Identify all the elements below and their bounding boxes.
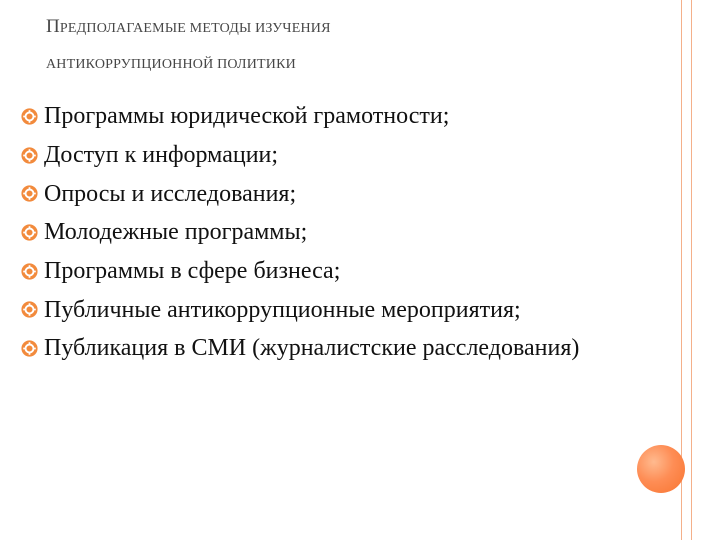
bullet-list — [20, 97, 680, 368]
bullet-text: Программы в сфере бизнеса; — [44, 258, 341, 285]
gear-bullet-icon — [20, 339, 39, 358]
list-item — [20, 329, 680, 368]
gear-bullet-icon — [20, 262, 39, 281]
slide-title-line-2-text: АНТИКОРРУПЦИОННОЙ ПОЛИТИКИ — [46, 57, 296, 72]
list-item — [20, 136, 680, 175]
bullet-text: Доступ к информации; — [44, 142, 279, 169]
gear-bullet-icon — [20, 146, 39, 165]
gear-bullet-icon — [20, 300, 39, 319]
bullet-text: Публикация в СМИ (журналистские расследования) — [44, 335, 580, 362]
bullet-text: Опросы и исследования; — [44, 180, 297, 207]
right-border-line-outer — [691, 0, 692, 540]
slide-title-line-1 — [46, 10, 606, 46]
list-item — [20, 174, 680, 213]
gear-bullet-icon — [20, 184, 39, 203]
slide-title-first-letter: П — [46, 16, 60, 37]
list-item — [20, 97, 680, 136]
slide-title — [46, 10, 606, 82]
gear-bullet-icon — [20, 223, 39, 242]
gear-bullet-icon — [20, 107, 39, 126]
bullet-text: Программы юридической грамотности; — [44, 103, 450, 130]
list-item — [20, 290, 680, 329]
slide-title-line-2 — [46, 46, 606, 82]
bullet-text: Молодежные программы; — [44, 219, 308, 246]
bullet-text: Публичные антикоррупционные мероприятия; — [44, 296, 521, 323]
list-item — [20, 213, 680, 252]
slide-title-line-1-rest: РЕДПОЛАГАЕМЫЕ МЕТОДЫ ИЗУЧЕНИЯ — [59, 21, 331, 36]
list-item — [20, 252, 680, 291]
orange-circle-icon — [637, 445, 685, 493]
